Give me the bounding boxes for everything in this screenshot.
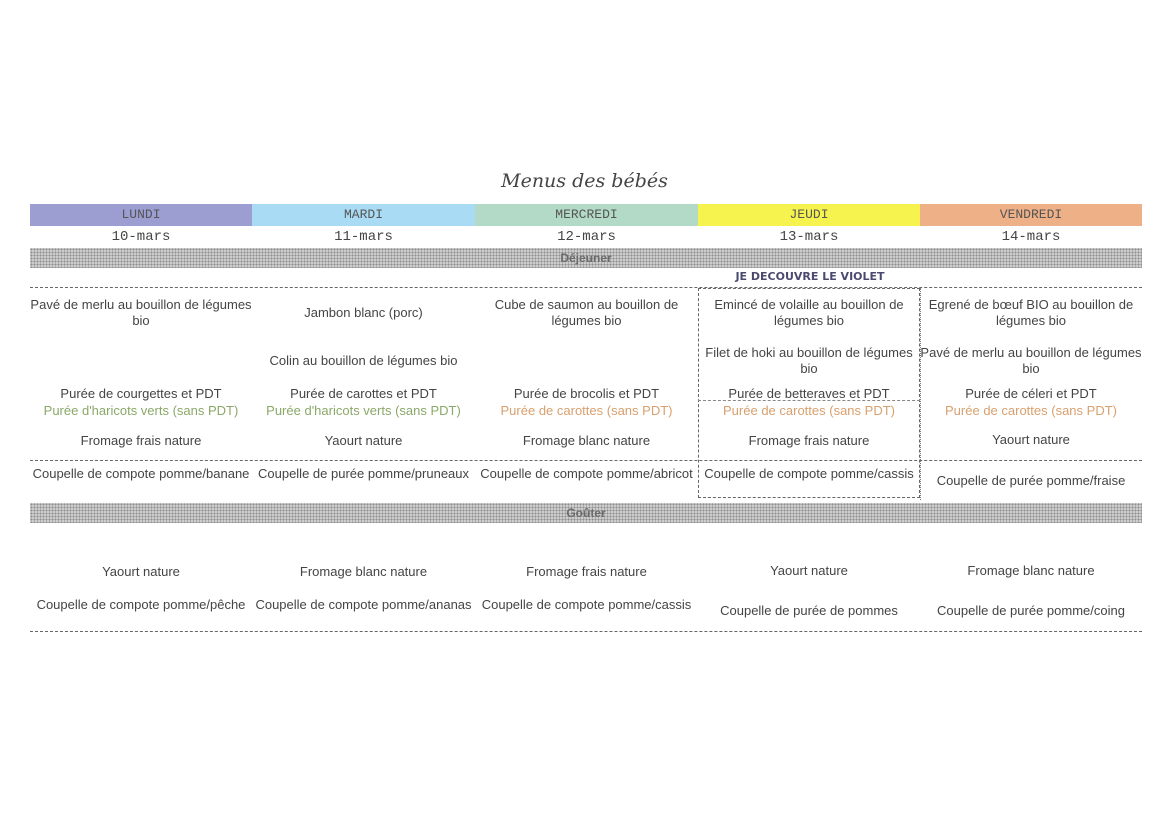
day-header: MARDI xyxy=(252,204,475,226)
dessert: Coupelle de purée pomme/fraise xyxy=(936,473,1126,488)
jeudi-highlight-box xyxy=(698,288,920,498)
puree-alt: Purée d'haricots verts (sans PDT) xyxy=(43,403,239,418)
dairy: Fromage blanc nature xyxy=(522,433,651,448)
puree-alt: Purée d'haricots verts (sans PDT) xyxy=(266,403,461,418)
puree-alt: Purée de carottes (sans PDT) xyxy=(723,403,895,418)
snack-dessert: Coupelle de purée pomme/coing xyxy=(937,603,1125,618)
dessert: Coupelle de compote pomme/cassis xyxy=(704,466,914,481)
snack-dessert: Coupelle de compote pomme/cassis xyxy=(481,597,692,612)
puree: Purée de carottes et PDT xyxy=(290,386,437,401)
snack-dairy: Fromage blanc nature xyxy=(299,564,428,579)
dessert: Coupelle de compote pomme/abricot xyxy=(480,466,693,481)
divider xyxy=(30,287,1142,288)
day-header: LUNDI xyxy=(30,204,252,226)
page-title: Menus des bébés xyxy=(501,170,668,192)
snack-dairy: Yaourt nature xyxy=(102,564,180,579)
divider xyxy=(30,631,1142,632)
day-date: 13-mars xyxy=(779,229,839,245)
divider xyxy=(30,460,1142,461)
dejeuner-label: Déjeuner xyxy=(560,251,612,265)
dairy: Yaourt nature xyxy=(324,433,403,448)
day-date: 12-mars xyxy=(557,229,616,245)
snack-dessert: Coupelle de purée de pommes xyxy=(720,603,898,618)
snack-dessert: Coupelle de compote pomme/pêche xyxy=(36,597,246,612)
day-date: 10-mars xyxy=(111,229,171,245)
puree-alt: Purée de carottes (sans PDT) xyxy=(945,403,1117,418)
gouter-band xyxy=(30,503,1142,523)
day-header: MERCREDI xyxy=(475,204,698,226)
alt-dish: Filet de hoki au bouillon de légumes bio xyxy=(705,345,913,376)
alt-dish: Colin au bouillon de légumes bio xyxy=(269,353,458,368)
dessert: Coupelle de purée pomme/pruneaux xyxy=(257,466,470,481)
day-header: JEUDI xyxy=(698,204,920,226)
day-header: VENDREDI xyxy=(920,204,1142,226)
day-date: 14-mars xyxy=(1001,229,1061,245)
main-dish: Egrené de bœuf BIO au bouillon de légumes bio xyxy=(928,297,1134,328)
dejeuner-band xyxy=(30,248,1142,268)
snack-dessert: Coupelle de compote pomme/ananas xyxy=(255,597,472,612)
main-dish: Pavé de merlu au bouillon de légumes bio xyxy=(30,297,252,328)
puree: Purée de betteraves et PDT xyxy=(728,386,890,401)
puree-alt: Purée de carottes (sans PDT) xyxy=(500,403,673,418)
dairy: Fromage frais nature xyxy=(748,433,870,448)
dessert: Coupelle de compote pomme/banane xyxy=(32,466,250,481)
snack-dairy: Fromage blanc nature xyxy=(967,563,1095,578)
puree: Purée de céleri et PDT xyxy=(965,386,1097,401)
main-dish: Emincé de volaille au bouillon de légumes bio xyxy=(714,297,904,328)
main-dish: Jambon blanc (porc) xyxy=(304,305,423,320)
snack-dairy: Fromage frais nature xyxy=(526,564,647,579)
dairy: Yaourt nature xyxy=(992,432,1070,447)
puree: Purée de courgettes et PDT xyxy=(60,386,222,401)
column-separator xyxy=(920,288,921,500)
snack-dairy: Yaourt nature xyxy=(770,563,848,578)
alt-dish: Pavé de merlu au bouillon de légumes bio xyxy=(920,345,1142,376)
dairy: Fromage frais nature xyxy=(80,433,202,448)
main-dish: Cube de saumon au bouillon de légumes bio xyxy=(494,297,679,328)
gouter-label: Goûter xyxy=(566,506,606,520)
puree: Purée de brocolis et PDT xyxy=(513,386,660,401)
day-date: 11-mars xyxy=(334,229,393,245)
jeudi-separator xyxy=(698,400,920,401)
theme-label: JE DECOUVRE LE VIOLET xyxy=(735,270,885,283)
